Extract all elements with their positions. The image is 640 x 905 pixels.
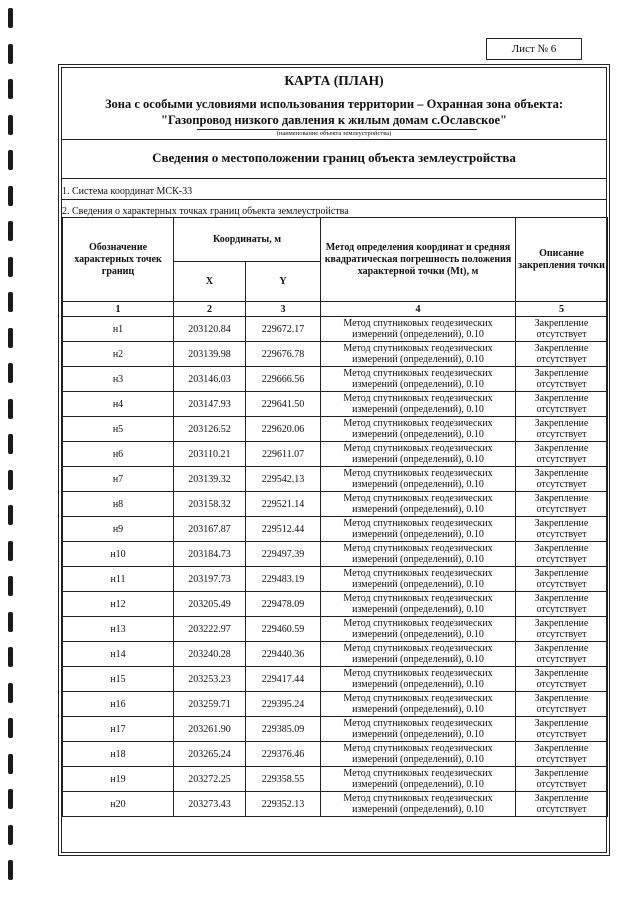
method-cell bbox=[321, 742, 516, 767]
table-row bbox=[63, 417, 608, 442]
point-id: н13 bbox=[63, 617, 174, 642]
method-line: Метод спутниковых геодезических bbox=[343, 318, 493, 329]
table-row bbox=[63, 642, 608, 667]
object-caption: (наименование объекта землеустройства) bbox=[276, 130, 392, 137]
description-line: отсутствует bbox=[536, 354, 587, 365]
zone-line: Зона с особыми условиями использования территории – Охранная зона объекта: bbox=[104, 97, 564, 111]
coord-y: 229512.44 bbox=[246, 517, 321, 542]
point-id: н15 bbox=[63, 667, 174, 692]
binding-ring bbox=[8, 470, 13, 490]
method-line: измерений (определений), 0.10 bbox=[352, 404, 484, 415]
binding-ring bbox=[8, 257, 13, 277]
point-id: н5 bbox=[63, 417, 174, 442]
column-number: 3 bbox=[246, 302, 321, 317]
method-line: Метод спутниковых геодезических bbox=[343, 518, 493, 529]
binding-ring bbox=[8, 789, 13, 809]
coord-y: 229417.44 bbox=[246, 667, 321, 692]
binding-ring bbox=[8, 221, 13, 241]
object-name: "Газопровод низкого давления к жилым домам с.Ославское" bbox=[161, 113, 507, 127]
description-cell bbox=[516, 467, 608, 492]
point-id: н20 bbox=[63, 792, 174, 817]
method-cell bbox=[321, 692, 516, 717]
binding-ring bbox=[8, 647, 13, 667]
method-line: измерений (определений), 0.10 bbox=[352, 379, 484, 390]
coord-x: 203110.21 bbox=[174, 442, 246, 467]
method-line: Метод спутниковых геодезических bbox=[343, 468, 493, 479]
description-cell bbox=[516, 492, 608, 517]
column-number: 5 bbox=[516, 302, 608, 317]
description-line: отсутствует bbox=[536, 404, 587, 415]
method-line: измерений (определений), 0.10 bbox=[352, 554, 484, 565]
binding-ring bbox=[8, 115, 13, 135]
table-row bbox=[63, 767, 608, 792]
description-cell bbox=[516, 692, 608, 717]
description-line: Закрепление bbox=[534, 668, 589, 679]
table-row bbox=[63, 317, 608, 342]
description-cell bbox=[516, 342, 608, 367]
binding-ring bbox=[8, 541, 13, 561]
points-heading: 2. Сведения о характерных точках границ объекта землеустройства bbox=[62, 206, 349, 217]
method-cell bbox=[321, 392, 516, 417]
table-row bbox=[63, 792, 608, 817]
table-row bbox=[63, 742, 608, 767]
description-line: отсутствует bbox=[536, 604, 587, 615]
coord-x: 203120.84 bbox=[174, 317, 246, 342]
description-line: Закрепление bbox=[534, 593, 589, 604]
method-cell bbox=[321, 517, 516, 542]
description-line: Закрепление bbox=[534, 393, 589, 404]
binding-ring bbox=[8, 718, 13, 738]
method-cell bbox=[321, 342, 516, 367]
point-id: н7 bbox=[63, 467, 174, 492]
description-cell bbox=[516, 417, 608, 442]
document-title: КАРТА (ПЛАН) bbox=[284, 73, 384, 88]
binding-ring bbox=[8, 8, 13, 28]
point-id: н19 bbox=[63, 767, 174, 792]
description-line: Закрепление bbox=[534, 643, 589, 654]
description-line: Закрепление bbox=[534, 618, 589, 629]
method-line: измерений (определений), 0.10 bbox=[352, 704, 484, 715]
description-line: Закрепление bbox=[534, 443, 589, 454]
method-cell bbox=[321, 417, 516, 442]
point-id: н14 bbox=[63, 642, 174, 667]
coord-y: 229483.19 bbox=[246, 567, 321, 592]
point-id: н11 bbox=[63, 567, 174, 592]
coord-x: 203253.23 bbox=[174, 667, 246, 692]
method-cell bbox=[321, 767, 516, 792]
binding-ring bbox=[8, 683, 13, 703]
description-cell bbox=[516, 392, 608, 417]
coord-x: 203197.73 bbox=[174, 567, 246, 592]
method-line: Метод спутниковых геодезических bbox=[343, 568, 493, 579]
coord-x: 203272.25 bbox=[174, 767, 246, 792]
description-cell bbox=[516, 642, 608, 667]
method-line: измерений (определений), 0.10 bbox=[352, 504, 484, 515]
method-line: Метод спутниковых геодезических bbox=[343, 393, 493, 404]
table-row bbox=[63, 567, 608, 592]
coord-x: 203222.97 bbox=[174, 617, 246, 642]
description-line: Закрепление bbox=[534, 568, 589, 579]
table-row bbox=[63, 392, 608, 417]
description-cell bbox=[516, 742, 608, 767]
table-row bbox=[63, 442, 608, 467]
divider-top bbox=[62, 139, 606, 140]
description-line: отсутствует bbox=[536, 454, 587, 465]
method-cell bbox=[321, 567, 516, 592]
method-line: измерений (определений), 0.10 bbox=[352, 804, 484, 815]
method-cell bbox=[321, 492, 516, 517]
method-line: измерений (определений), 0.10 bbox=[352, 579, 484, 590]
binding-ring bbox=[8, 399, 13, 419]
coord-x: 203261.90 bbox=[174, 717, 246, 742]
method-line: измерений (определений), 0.10 bbox=[352, 354, 484, 365]
description-line: отсутствует bbox=[536, 429, 587, 440]
coord-y: 229676.78 bbox=[246, 342, 321, 367]
description-cell bbox=[516, 517, 608, 542]
divider-coords bbox=[62, 199, 606, 200]
description-line: отсутствует bbox=[536, 679, 587, 690]
method-line: Метод спутниковых геодезических bbox=[343, 643, 493, 654]
point-id: н17 bbox=[63, 717, 174, 742]
description-line: Закрепление bbox=[534, 743, 589, 754]
description-line: Закрепление bbox=[534, 318, 589, 329]
binding-ring bbox=[8, 79, 13, 99]
coord-x: 203265.24 bbox=[174, 742, 246, 767]
coord-y: 229395.24 bbox=[246, 692, 321, 717]
sheet-number: Лист № 6 bbox=[486, 38, 582, 60]
method-cell bbox=[321, 317, 516, 342]
coord-y: 229460.59 bbox=[246, 617, 321, 642]
description-cell bbox=[516, 367, 608, 392]
coord-y: 229672.17 bbox=[246, 317, 321, 342]
description-cell bbox=[516, 792, 608, 817]
method-line: измерений (определений), 0.10 bbox=[352, 604, 484, 615]
coord-y: 229358.55 bbox=[246, 767, 321, 792]
description-line: Закрепление bbox=[534, 493, 589, 504]
coord-x: 203240.28 bbox=[174, 642, 246, 667]
description-line: отсутствует bbox=[536, 654, 587, 665]
point-id: н6 bbox=[63, 442, 174, 467]
coord-y: 229620.06 bbox=[246, 417, 321, 442]
table-row bbox=[63, 617, 608, 642]
coord-x: 203139.98 bbox=[174, 342, 246, 367]
method-line: измерений (определений), 0.10 bbox=[352, 654, 484, 665]
point-id: н4 bbox=[63, 392, 174, 417]
table-row bbox=[63, 517, 608, 542]
method-line: Метод спутниковых геодезических bbox=[343, 618, 493, 629]
header-coordinates: Координаты, м bbox=[174, 218, 321, 262]
coord-x: 203273.43 bbox=[174, 792, 246, 817]
description-line: отсутствует bbox=[536, 504, 587, 515]
description-cell bbox=[516, 767, 608, 792]
coord-x: 203167.87 bbox=[174, 517, 246, 542]
table-row bbox=[63, 367, 608, 392]
coord-x: 203184.73 bbox=[174, 542, 246, 567]
coord-x: 203205.49 bbox=[174, 592, 246, 617]
description-line: отсутствует bbox=[536, 579, 587, 590]
coord-x: 203146.03 bbox=[174, 367, 246, 392]
method-line: Метод спутниковых геодезических bbox=[343, 668, 493, 679]
divider-section bbox=[62, 178, 606, 179]
method-line: измерений (определений), 0.10 bbox=[352, 329, 484, 340]
coord-y: 229352.13 bbox=[246, 792, 321, 817]
method-line: измерений (определений), 0.10 bbox=[352, 429, 484, 440]
method-cell bbox=[321, 617, 516, 642]
coord-x: 203259.71 bbox=[174, 692, 246, 717]
description-cell bbox=[516, 567, 608, 592]
binding-ring bbox=[8, 328, 13, 348]
binding-ring bbox=[8, 505, 13, 525]
coord-y: 229440.36 bbox=[246, 642, 321, 667]
binding-ring bbox=[8, 612, 13, 632]
column-number: 1 bbox=[63, 302, 174, 317]
table-row bbox=[63, 692, 608, 717]
point-id: н2 bbox=[63, 342, 174, 367]
coord-x: 203139.32 bbox=[174, 467, 246, 492]
method-line: Метод спутниковых геодезических bbox=[343, 418, 493, 429]
method-cell bbox=[321, 667, 516, 692]
description-line: отсутствует bbox=[536, 479, 587, 490]
method-line: Метод спутниковых геодезических bbox=[343, 343, 493, 354]
binding-ring bbox=[8, 825, 13, 845]
description-cell bbox=[516, 442, 608, 467]
point-id: н12 bbox=[63, 592, 174, 617]
description-line: Закрепление bbox=[534, 468, 589, 479]
method-cell bbox=[321, 542, 516, 567]
method-cell bbox=[321, 642, 516, 667]
header-method: Метод определения координат и средняя квадратическая погрешность положения характерной точки (Mt), м bbox=[321, 218, 516, 302]
method-cell bbox=[321, 367, 516, 392]
method-cell bbox=[321, 467, 516, 492]
description-line: Закрепление bbox=[534, 718, 589, 729]
description-line: Закрепление bbox=[534, 543, 589, 554]
description-line: отсутствует bbox=[536, 554, 587, 565]
table-row bbox=[63, 542, 608, 567]
description-line: Закрепление bbox=[534, 793, 589, 804]
description-line: отсутствует bbox=[536, 704, 587, 715]
description-line: отсутствует bbox=[536, 754, 587, 765]
binding-ring bbox=[8, 292, 13, 312]
description-cell bbox=[516, 617, 608, 642]
coord-y: 229376.46 bbox=[246, 742, 321, 767]
method-line: Метод спутниковых геодезических bbox=[343, 543, 493, 554]
point-id: н8 bbox=[63, 492, 174, 517]
method-line: Метод спутниковых геодезических bbox=[343, 793, 493, 804]
method-line: измерений (определений), 0.10 bbox=[352, 454, 484, 465]
method-line: измерений (определений), 0.10 bbox=[352, 779, 484, 790]
coord-y: 229478.09 bbox=[246, 592, 321, 617]
section-title: Сведения о местоположении границ объекта землеустройства bbox=[152, 150, 516, 165]
point-id: н3 bbox=[63, 367, 174, 392]
document-inner-frame bbox=[61, 67, 607, 853]
description-line: Закрепление bbox=[534, 418, 589, 429]
description-cell bbox=[516, 667, 608, 692]
table-row bbox=[63, 667, 608, 692]
description-line: Закрепление bbox=[534, 368, 589, 379]
method-line: Метод спутниковых геодезических bbox=[343, 368, 493, 379]
point-id: н16 bbox=[63, 692, 174, 717]
column-number: 4 bbox=[321, 302, 516, 317]
method-line: Метод спутниковых геодезических bbox=[343, 493, 493, 504]
coord-y: 229542.13 bbox=[246, 467, 321, 492]
method-line: измерений (определений), 0.10 bbox=[352, 679, 484, 690]
method-line: измерений (определений), 0.10 bbox=[352, 754, 484, 765]
description-line: Закрепление bbox=[534, 518, 589, 529]
method-line: Метод спутниковых геодезических bbox=[343, 768, 493, 779]
method-line: Метод спутниковых геодезических bbox=[343, 693, 493, 704]
description-cell bbox=[516, 717, 608, 742]
table-row bbox=[63, 592, 608, 617]
description-line: отсутствует bbox=[536, 629, 587, 640]
method-line: Метод спутниковых геодезических bbox=[343, 743, 493, 754]
method-line: Метод спутниковых геодезических bbox=[343, 593, 493, 604]
coord-x: 203147.93 bbox=[174, 392, 246, 417]
table-row bbox=[63, 467, 608, 492]
description-line: отсутствует bbox=[536, 379, 587, 390]
method-cell bbox=[321, 442, 516, 467]
binding-ring bbox=[8, 860, 13, 880]
header-description: Описание закрепления точки bbox=[516, 218, 608, 302]
coord-y: 229385.09 bbox=[246, 717, 321, 742]
table-row bbox=[63, 717, 608, 742]
binding-ring bbox=[8, 363, 13, 383]
binding-ring bbox=[8, 434, 13, 454]
description-line: отсутствует bbox=[536, 729, 587, 740]
method-cell bbox=[321, 717, 516, 742]
column-number-row bbox=[63, 302, 608, 317]
coord-x: 203126.52 bbox=[174, 417, 246, 442]
method-line: Метод спутниковых геодезических bbox=[343, 443, 493, 454]
description-line: Закрепление bbox=[534, 343, 589, 354]
binding-ring bbox=[8, 754, 13, 774]
description-line: Закрепление bbox=[534, 768, 589, 779]
spiral-binding bbox=[0, 0, 20, 905]
method-cell bbox=[321, 792, 516, 817]
method-cell bbox=[321, 592, 516, 617]
header-designation: Обозначение характерных точек границ bbox=[63, 218, 174, 302]
coord-y: 229521.14 bbox=[246, 492, 321, 517]
column-number: 2 bbox=[174, 302, 246, 317]
coord-x: 203158.32 bbox=[174, 492, 246, 517]
coord-y: 229611.07 bbox=[246, 442, 321, 467]
coord-y: 229641.50 bbox=[246, 392, 321, 417]
point-id: н18 bbox=[63, 742, 174, 767]
table-row bbox=[63, 492, 608, 517]
method-line: измерений (определений), 0.10 bbox=[352, 529, 484, 540]
method-line: измерений (определений), 0.10 bbox=[352, 479, 484, 490]
point-id: н9 bbox=[63, 517, 174, 542]
method-line: Метод спутниковых геодезических bbox=[343, 718, 493, 729]
description-line: Закрепление bbox=[534, 693, 589, 704]
description-line: отсутствует bbox=[536, 329, 587, 340]
coordinate-system: 1. Система координат МСК-33 bbox=[62, 186, 193, 197]
point-id: н1 bbox=[63, 317, 174, 342]
description-line: отсутствует bbox=[536, 804, 587, 815]
coord-y: 229666.56 bbox=[246, 367, 321, 392]
binding-ring bbox=[8, 186, 13, 206]
method-line: измерений (определений), 0.10 bbox=[352, 729, 484, 740]
description-cell bbox=[516, 592, 608, 617]
description-cell bbox=[516, 542, 608, 567]
header-x: X bbox=[174, 262, 246, 302]
table-row bbox=[63, 342, 608, 367]
document-frame bbox=[58, 64, 610, 856]
points-table bbox=[62, 217, 608, 817]
method-line: измерений (определений), 0.10 bbox=[352, 629, 484, 640]
description-line: отсутствует bbox=[536, 529, 587, 540]
point-id: н10 bbox=[63, 542, 174, 567]
binding-ring bbox=[8, 150, 13, 170]
coord-y: 229497.39 bbox=[246, 542, 321, 567]
header-y: Y bbox=[246, 262, 321, 302]
binding-ring bbox=[8, 44, 13, 64]
description-cell bbox=[516, 317, 608, 342]
binding-ring bbox=[8, 576, 13, 596]
description-line: отсутствует bbox=[536, 779, 587, 790]
